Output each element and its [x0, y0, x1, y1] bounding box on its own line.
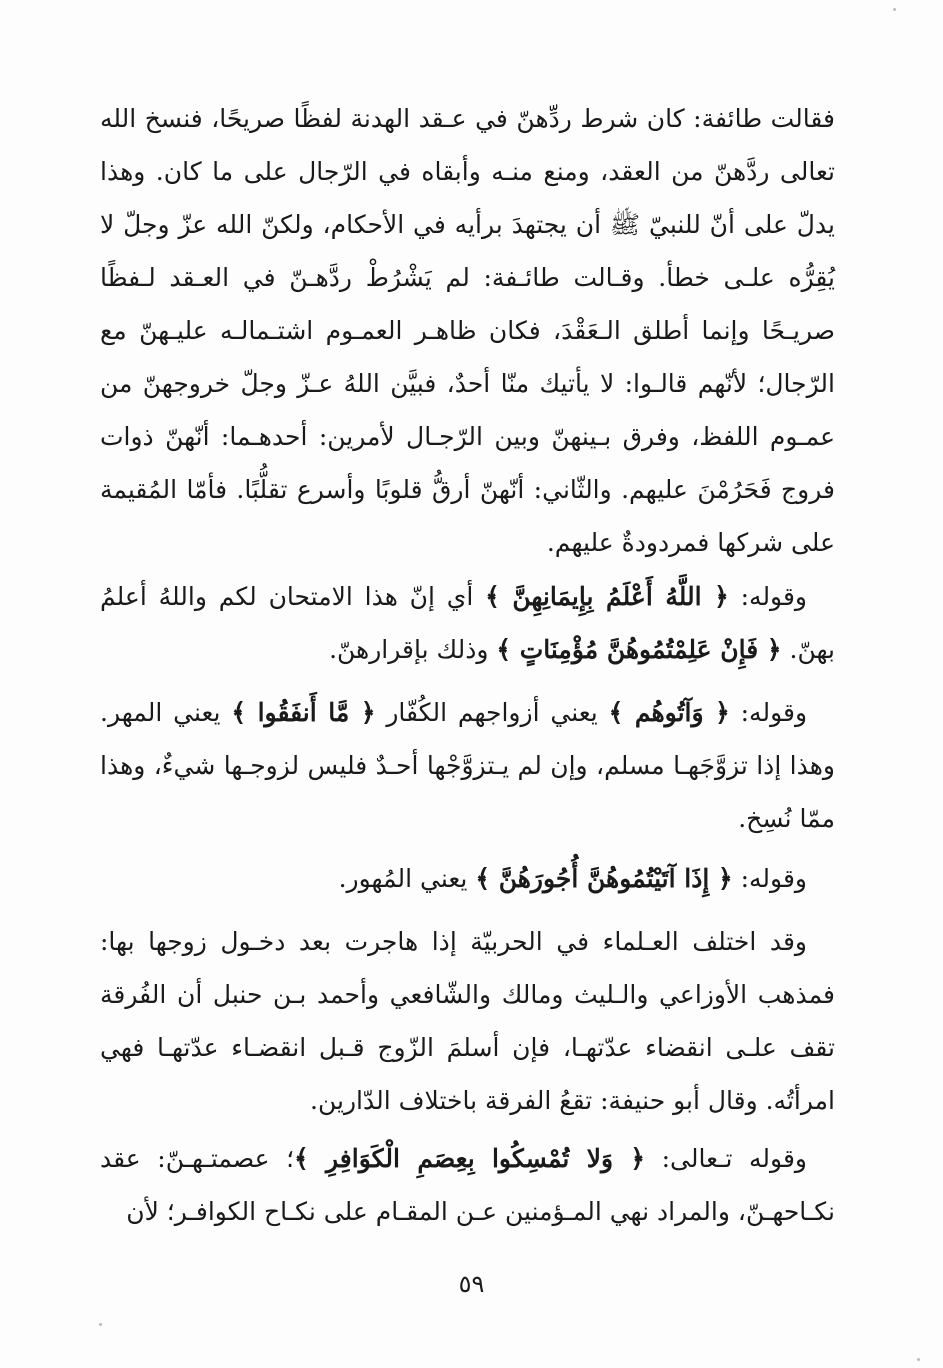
paragraph-2 [100, 570, 835, 676]
paragraph-3-tail: يعني المهر. وهذا إذا تزوَّجَهـا مسلم، وإن لم يـتزوَّجْها أحـدٌ فليس لزوجـها شيءٌ، وهذا ممّا نُسِخ. [100, 698, 835, 833]
page-number: ٥٩ [458, 1270, 485, 1298]
paragraph-6-intro: وقوله تـعالى: [645, 1144, 807, 1173]
paragraph-3-intro: وقوله: [729, 698, 808, 727]
quran-verse: ﴿ وَلا تُمْسِكُوا بِعِصَمِ الْكَوَافِرِ ﴾ [294, 1144, 646, 1173]
paragraph-4-tail: يعني المُهور. [338, 864, 476, 893]
paragraph-1-text: فقالت طائفة: كان شرط ردِّهنّ في عـقد الهدنة لفظًا صريحًا، فنسخ الله تعالى ردَّهنّ من العقد، ومنع منـه وأبقاه في الرّجال على ما كان. وهذا يدلّ على أنّ للنبيّ ﷺ أن يجتهدَ برأيه في الأحكام، ولكنّ الله عزّ وجلّ لا يُقِرُّه علـى خطأ. وقـالت طائـفة: لم يَشْرُطْ ردَّهـنّ في العـقد لـفظًا صريـحًا وإنما أطلق الـعَقْدَ، فكان ظاهـر العمـوم اشتـمالـه عليـهنّ مع الرّجال؛ لأنّهم قالـوا: لا يأتيك منّا أحدٌ، فبيَّن اللهُ عـزّ وجلّ خروجهنّ من عمـوم اللفظ، وفرق بـينهنّ وبين الرّجـال لأمرين: أحدهـما: أنّهنّ ذوات فروج فَحَرُمْنَ عليهم. والثّاني: أنّهنّ أرقُّ قلوبًا وأسرع تقلُّبًا. فأمّا المُقيمة على شركها فمردودةٌ عليهم. [100, 104, 835, 557]
paragraph-2-text: أي إنّ هذا الامتحان لكم واللهُ أعلمُ بهنّ. [100, 582, 835, 664]
paragraph-4 [100, 852, 835, 905]
quran-verse: ﴿ فَإِنْ عَلِمْتُمُوهُنَّ مُؤْمِنَاتٍ ﴾ [496, 635, 782, 664]
paragraph-2-intro: وقوله: [728, 582, 807, 611]
quran-verse: ﴿ مَّا أَنفَقُوا ﴾ [231, 698, 376, 727]
quran-verse: ﴿ وَآتُوهُم ﴾ [608, 698, 730, 727]
paragraph-1 [100, 92, 835, 569]
quran-verse: ﴿ إِذَا آتَيْتُمُوهُنَّ أُجُورَهُنَّ ﴾ [475, 864, 733, 893]
paragraph-4-intro: وقوله: [732, 864, 807, 893]
paragraph-6 [100, 1132, 835, 1238]
quran-verse: ﴿ اللَّهُ أَعْلَمُ بِإِيمَانِهِنَّ ﴾ [485, 582, 729, 611]
scan-speck [917, 1358, 920, 1361]
scan-speck [893, 8, 896, 11]
paragraph-5-text: وقد اختلف العـلماء في الحربيّة إذا هاجرت بعد دخـول زوجها بها: فمذهب الأوزاعي والـليث ومالك والشّافعي وأحمد بـن حنبل أن الفُرقة تقف علـى انقضاء عدّتهـا، فإن أسلمَ الزّوج قـبل انقضـاء عدّتهـا فهي امرأتُه. وقال أبو حنيفة: تقعُ الفرقة باختلاف الدّارين. [100, 927, 835, 1115]
paragraph-3 [100, 686, 835, 845]
scan-speck [99, 1323, 102, 1326]
paragraph-3-text: يعني أزواجهم الكُفّار [375, 698, 609, 727]
paragraph-5 [100, 915, 835, 1127]
paragraph-2-tail: وذلك بإقرارهنّ. [329, 635, 497, 664]
paragraph-6-text: ؛ عصمتـهـنّ: عقد نكـاحهـنّ، والمراد نهي المـؤمنين عـن المقـام على نكـاح الكوافـر؛ لأن [100, 1144, 835, 1226]
